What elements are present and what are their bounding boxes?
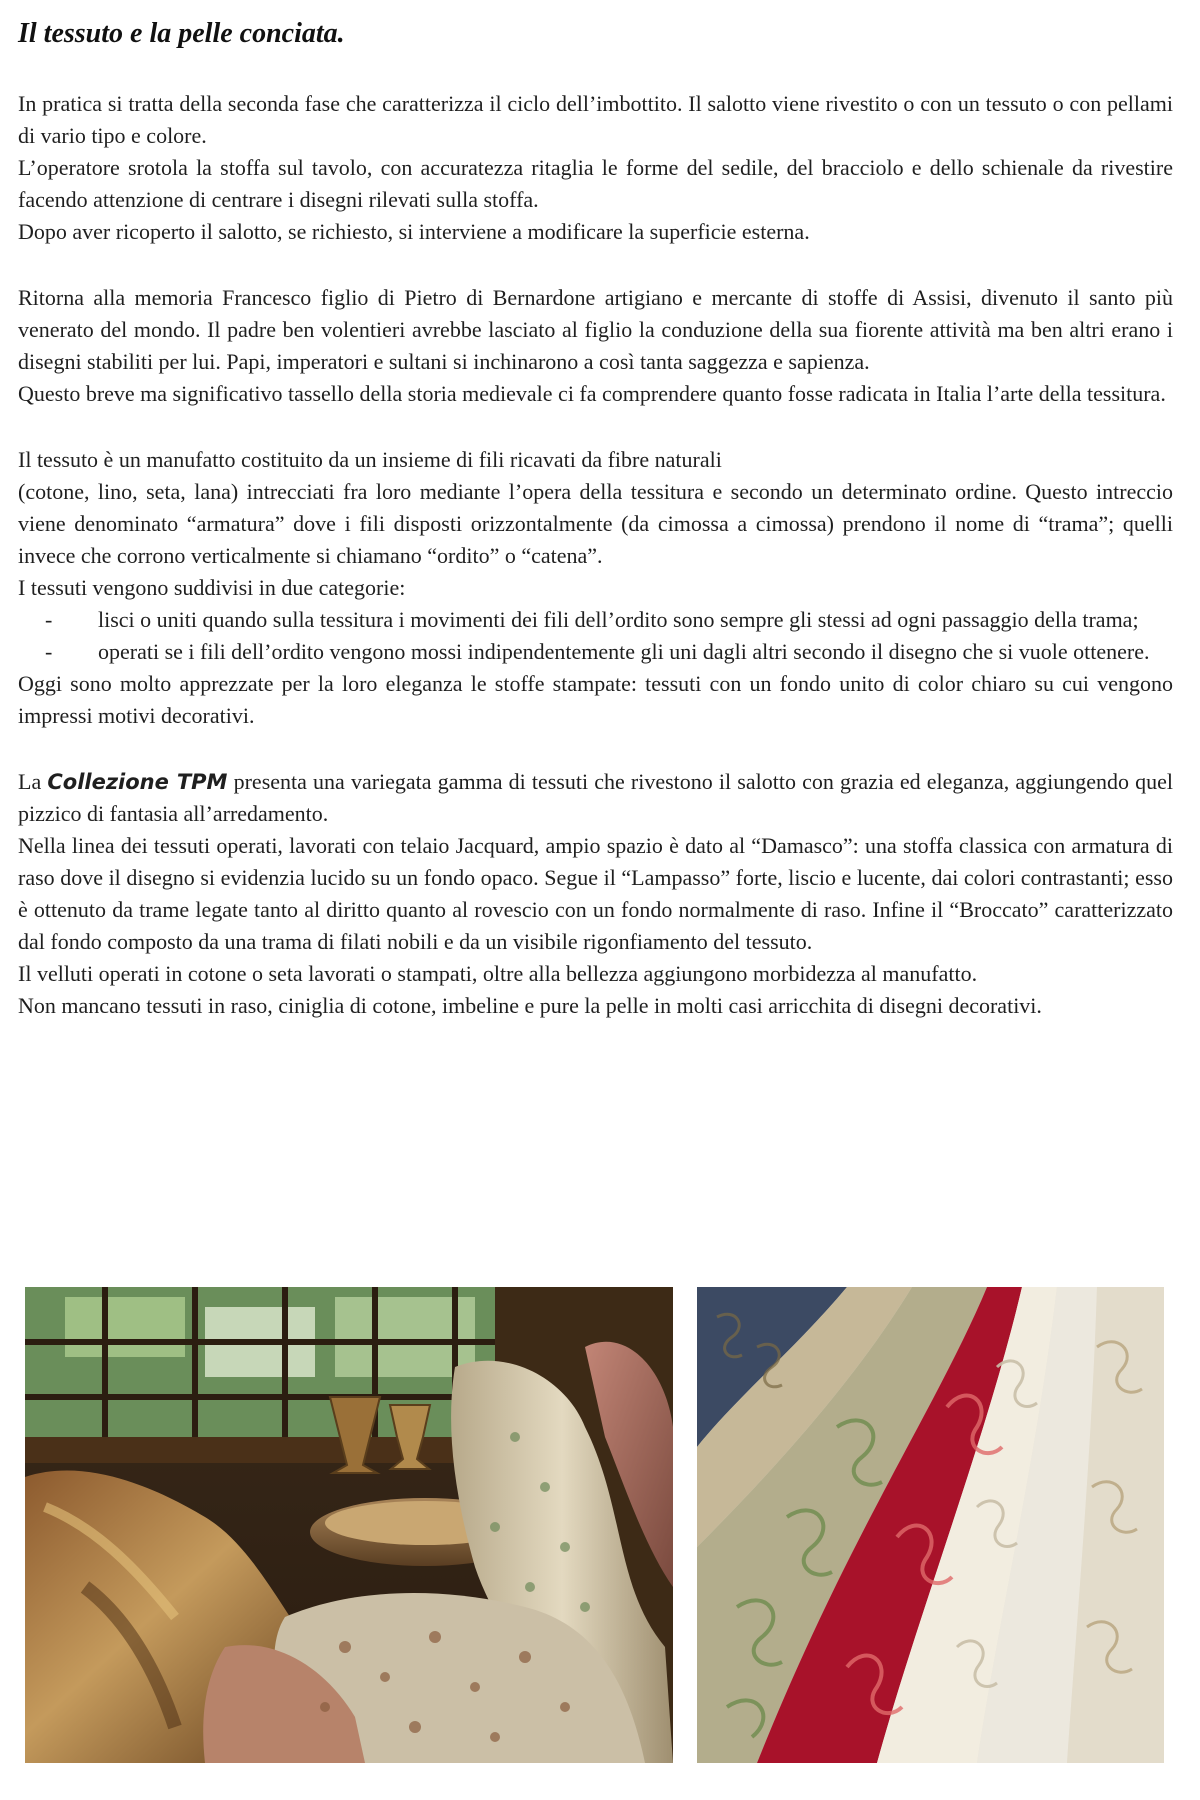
list-item-text: operati se i fili dell’ordito vengono mossi indipendentemente gli uni dagli altri secondo il disegno che si vuole ottenere. [98,639,1150,664]
collection-prefix: La [18,769,42,794]
fabric-section [18,444,1173,732]
collection-paragraph: Non mancano tessuti in raso, ciniglia di cotone, imbeline e pure la pelle in molti casi arricchita di disegni decorativi. [18,993,1042,1018]
intro-paragraph: Dopo aver ricoperto il salotto, se richiesto, si interviene a modificare la superficie esterna. [18,219,810,244]
dash-bullet: - [45,607,53,632]
collection-intro-text: presenta una variegata gamma di tessuti che rivestono il salotto con grazia ed eleganza, aggiungendo quel pizzico di fantasia all’arredamento. [18,769,1174,826]
page-title: Il tessuto e la pelle conciata. [18,18,345,49]
collection-paragraph: Il velluti operati in cotone o seta lavorati o stampati, oltre alla bellezza aggiungono morbidezza al manufatto. [18,961,978,986]
intro-paragraph: In pratica si tratta della seconda fase che caratterizza il ciclo dell’imbottito. Il salotto viene rivestito o con un tessuto o con pellami di vario tipo e colore. [18,91,1173,148]
list-item [45,636,1173,668]
history-section [18,282,1173,410]
fabric-weave-paragraph: (cotone, lino, seta, lana) intrecciati fra loro mediante l’opera della tessitura e secondo un determinato ordine. Questo intreccio viene denominato “armatura” dove i fili disposti orizzontalmente (da cimossa a cimossa) prendono il nome di “trama”; quelli invece che corrono verticalmente si chiamano “ordito” o “catena”. [18,479,1173,568]
history-paragraph: Questo breve ma significativo tassello della storia medievale ci fa comprendere quanto fosse radicata in Italia l’arte della tessitura. [18,381,1166,406]
history-paragraph: Ritorna alla memoria Francesco figlio di Pietro di Bernardone artigiano e mercante di stoffe di Assisi, divenuto il santo più venerato del mondo. Il padre ben volentieri avrebbe lasciato al figlio la conduzione della sua fiorente attività ma ben altri erano i disegni stabiliti per lui. Papi, imperatori e sultani si inchinarono a così tanta saggezza e sapienza. [18,285,1173,374]
list-item [45,604,1173,636]
collection-paragraph: Nella linea dei tessuti operati, lavorati con telaio Jacquard, ampio spazio è dato al “Damasco”: una stoffa classica con armatura di raso dove il disegno si evidenzia lucido su un fondo opaco. Segue il “Lampasso” forte, liscio e lucente, dai colori contrastanti; esso è ottenuto da trame legate tanto al diritto quanto al rovescio con un fondo normalmente di raso. Infine il “Broccato” caratterizzato dal fondo composto da una trama di filati nobili e da un visibile rigonfiamento del tessuto. [18,833,1173,954]
draped-fabrics-photo [25,1287,673,1763]
intro-paragraph: L’operatore srotola la stoffa sul tavolo, con accuratezza ritaglia le forme del sedile, del bracciolo e dello schienale da rivestire facendo attenzione di centrare i disegni rilevati sulla stoffa. [18,155,1173,212]
categories-list [18,604,1173,668]
photo-strip [25,1287,1175,1763]
printed-fabrics-paragraph: Oggi sono molto apprezzate per la loro eleganza le stoffe stampate: tessuti con un fondo unito di color chiaro su cui vengono impressi motivi decorativi. [18,671,1173,728]
list-item-text: lisci o uniti quando sulla tessitura i movimenti dei fili dell’ordito sono sempre gli stessi ad ogni passaggio della trama; [98,607,1139,632]
collection-intro [18,766,1173,830]
document-page [18,0,1173,1022]
fabric-definition-line: Il tessuto è un manufatto costituito da un insieme di fili ricavati da fibre naturali [18,447,722,472]
dash-bullet: - [45,639,53,664]
fabric-swatches-photo [697,1287,1164,1763]
categories-intro: I tessuti vengono suddivisi in due categorie: [18,575,406,600]
collection-section [18,766,1173,1022]
brand-name: Collezione TPM [47,770,228,794]
intro-section [18,88,1173,248]
